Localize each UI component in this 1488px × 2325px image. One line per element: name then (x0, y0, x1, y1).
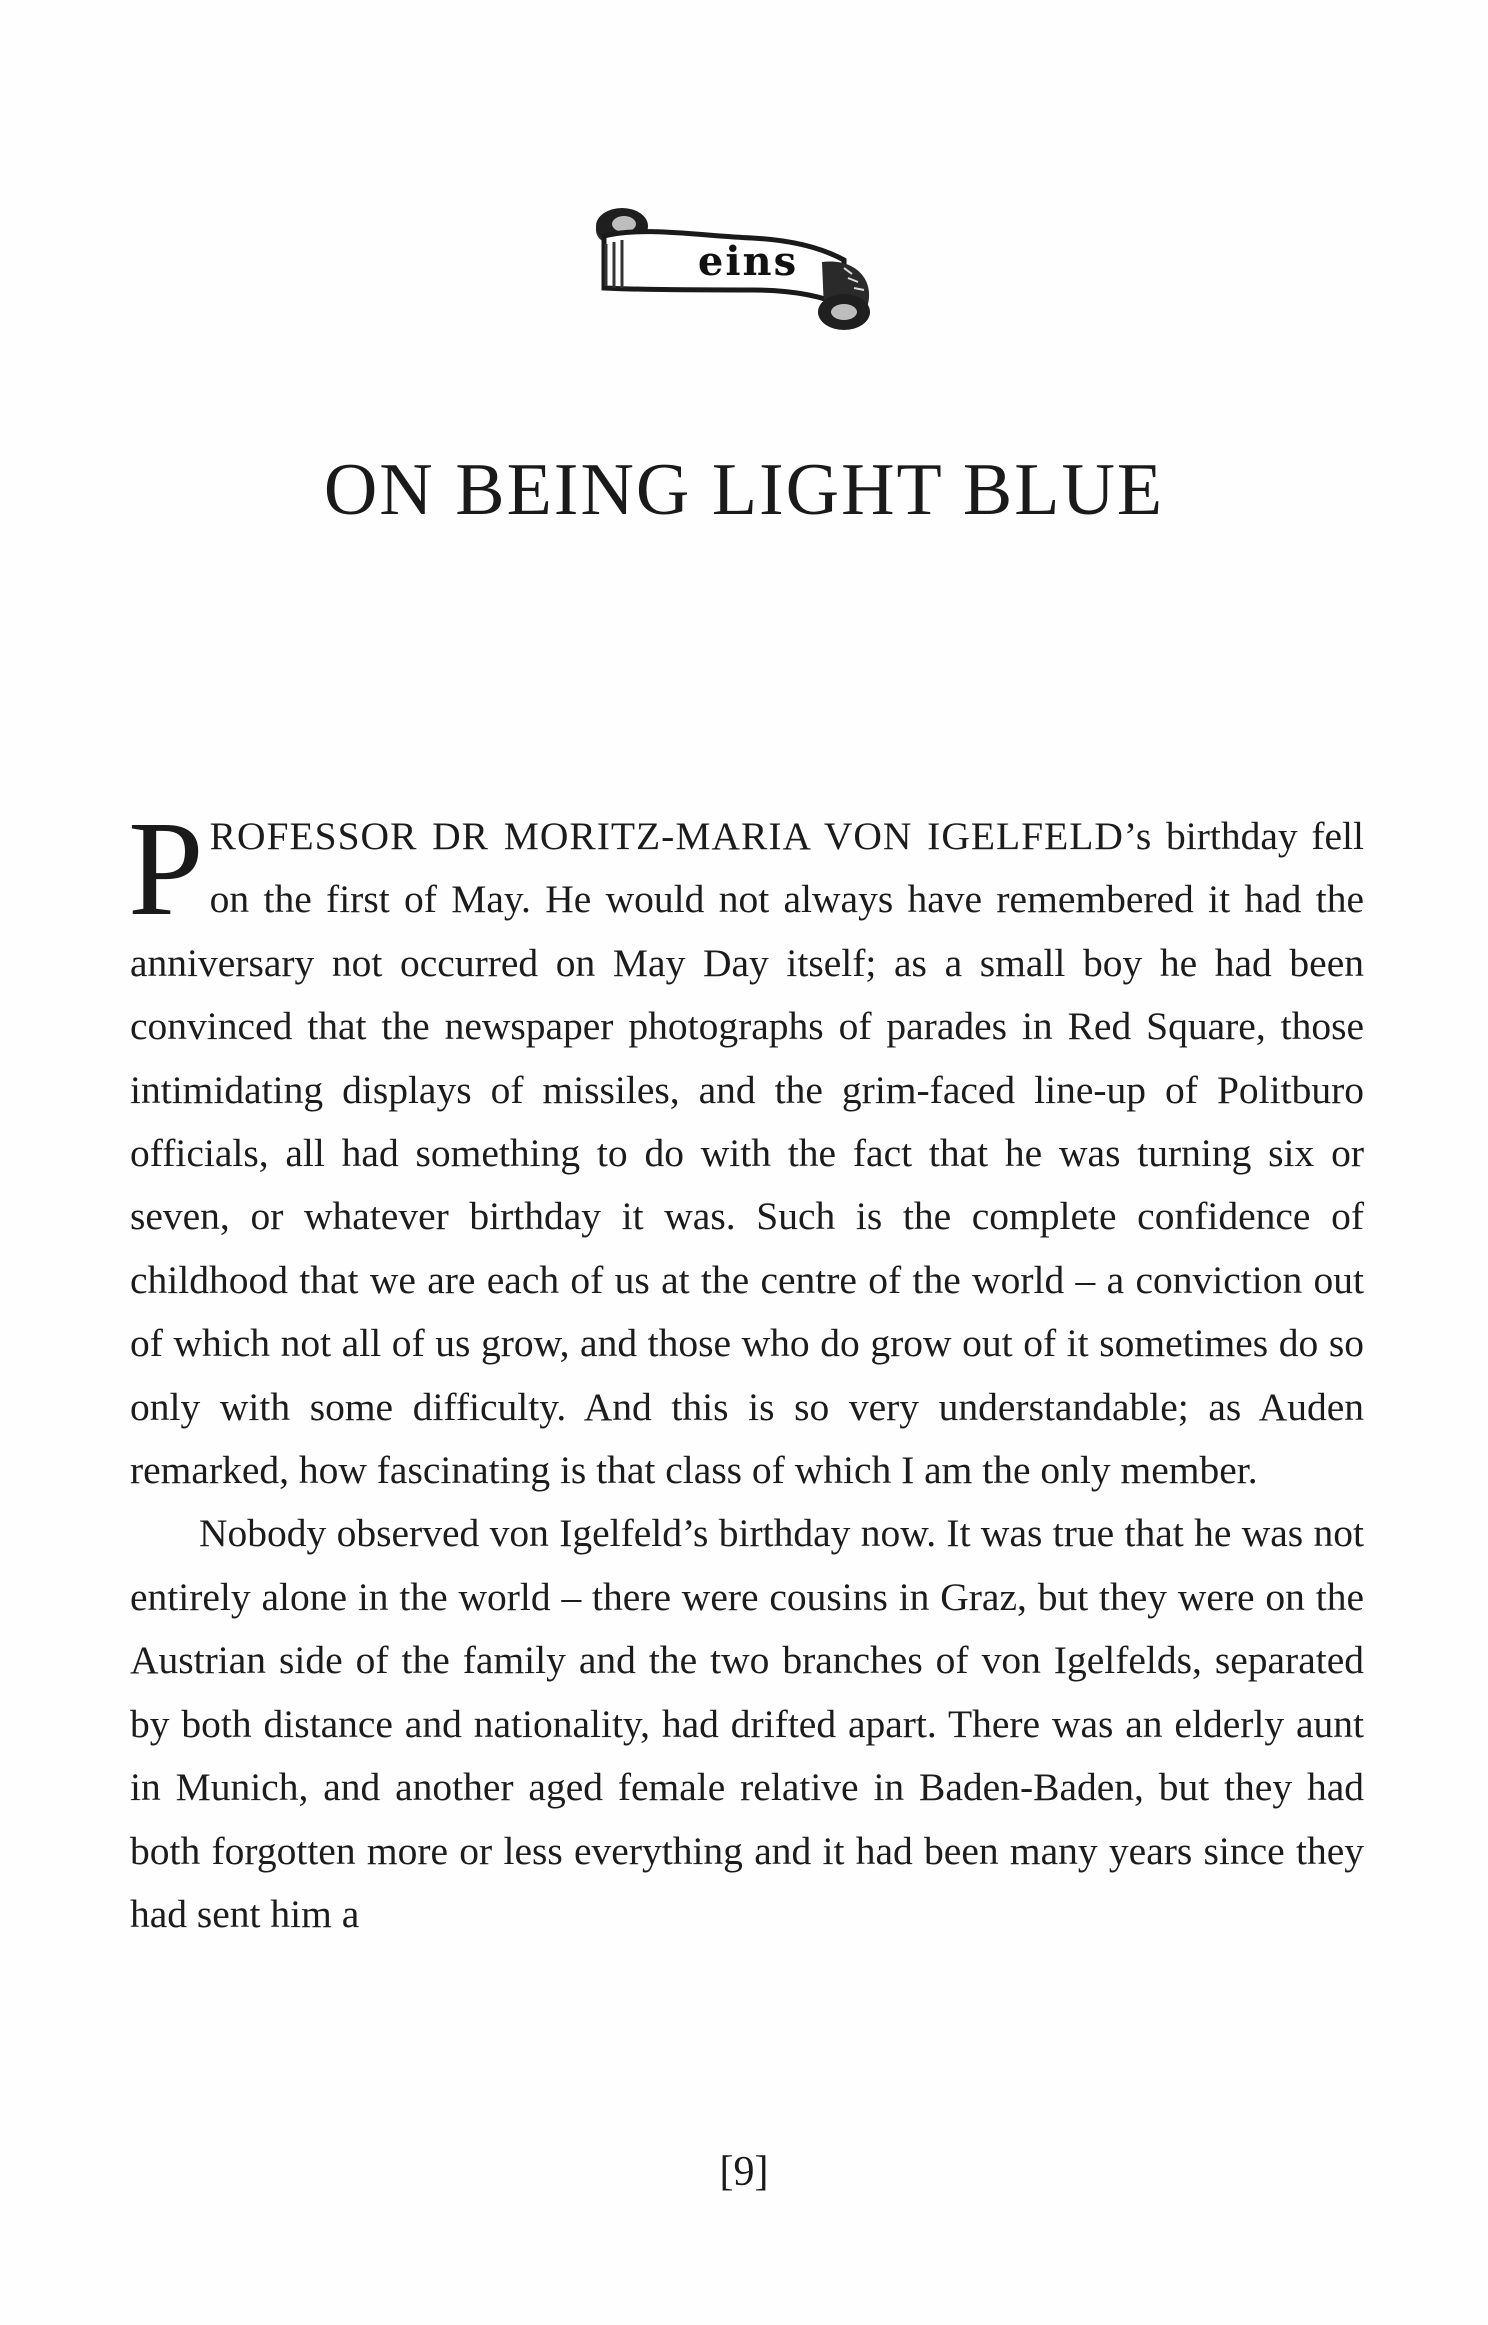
page-number: [9] (719, 2149, 769, 2195)
paragraph-1-text: birthday fell on the first of May. He would not always have remembered it had the anniversary not occurred on May Day itself; as a small boy he had been convinced that the newspaper photographs of parades in Red Square, those intimidating displays of missiles, and the grim-faced line-up of Politburo officials, all had something to do with the fact that he was turning six or seven, or whatever birthday it was. Such is the complete confidence of childhood that we are each of us at the centre of the world – a conviction out of which not all of us grow, and those who do grow out of it sometimes do so only with some difficulty. And this is so very understandable; as Auden remarked, how fascinating is that class of which I am the only member. (130, 814, 1364, 1493)
paragraph-2 (130, 1502, 1364, 1946)
drop-cap: P (128, 794, 204, 944)
chapter-title: ON BEING LIGHT BLUE (323, 449, 1165, 531)
paragraph-1 (128, 794, 1364, 1502)
chapter-ornament-label: eins (697, 238, 799, 285)
body-text (128, 794, 1364, 1946)
lead-in-caps: ROFESSOR DR MORITZ-MARIA VON IGELFELD’s (209, 814, 1153, 858)
paragraph-2-text: Nobody observed von Igelfeld’s birthday now. It was true that he was not entirely alone in the world – there were cousins in Graz, but they were on the Austrian side of the family and the two branches of von Igelfelds, separated by both distance and nationality, had drifted apart. There was an elderly aunt in Munich, and another aged female relative in Baden-Baden, but they had both forgotten more or less everything and it had been many years since they had sent him a (130, 1511, 1364, 1936)
chapter-ornament-banner (582, 178, 882, 338)
